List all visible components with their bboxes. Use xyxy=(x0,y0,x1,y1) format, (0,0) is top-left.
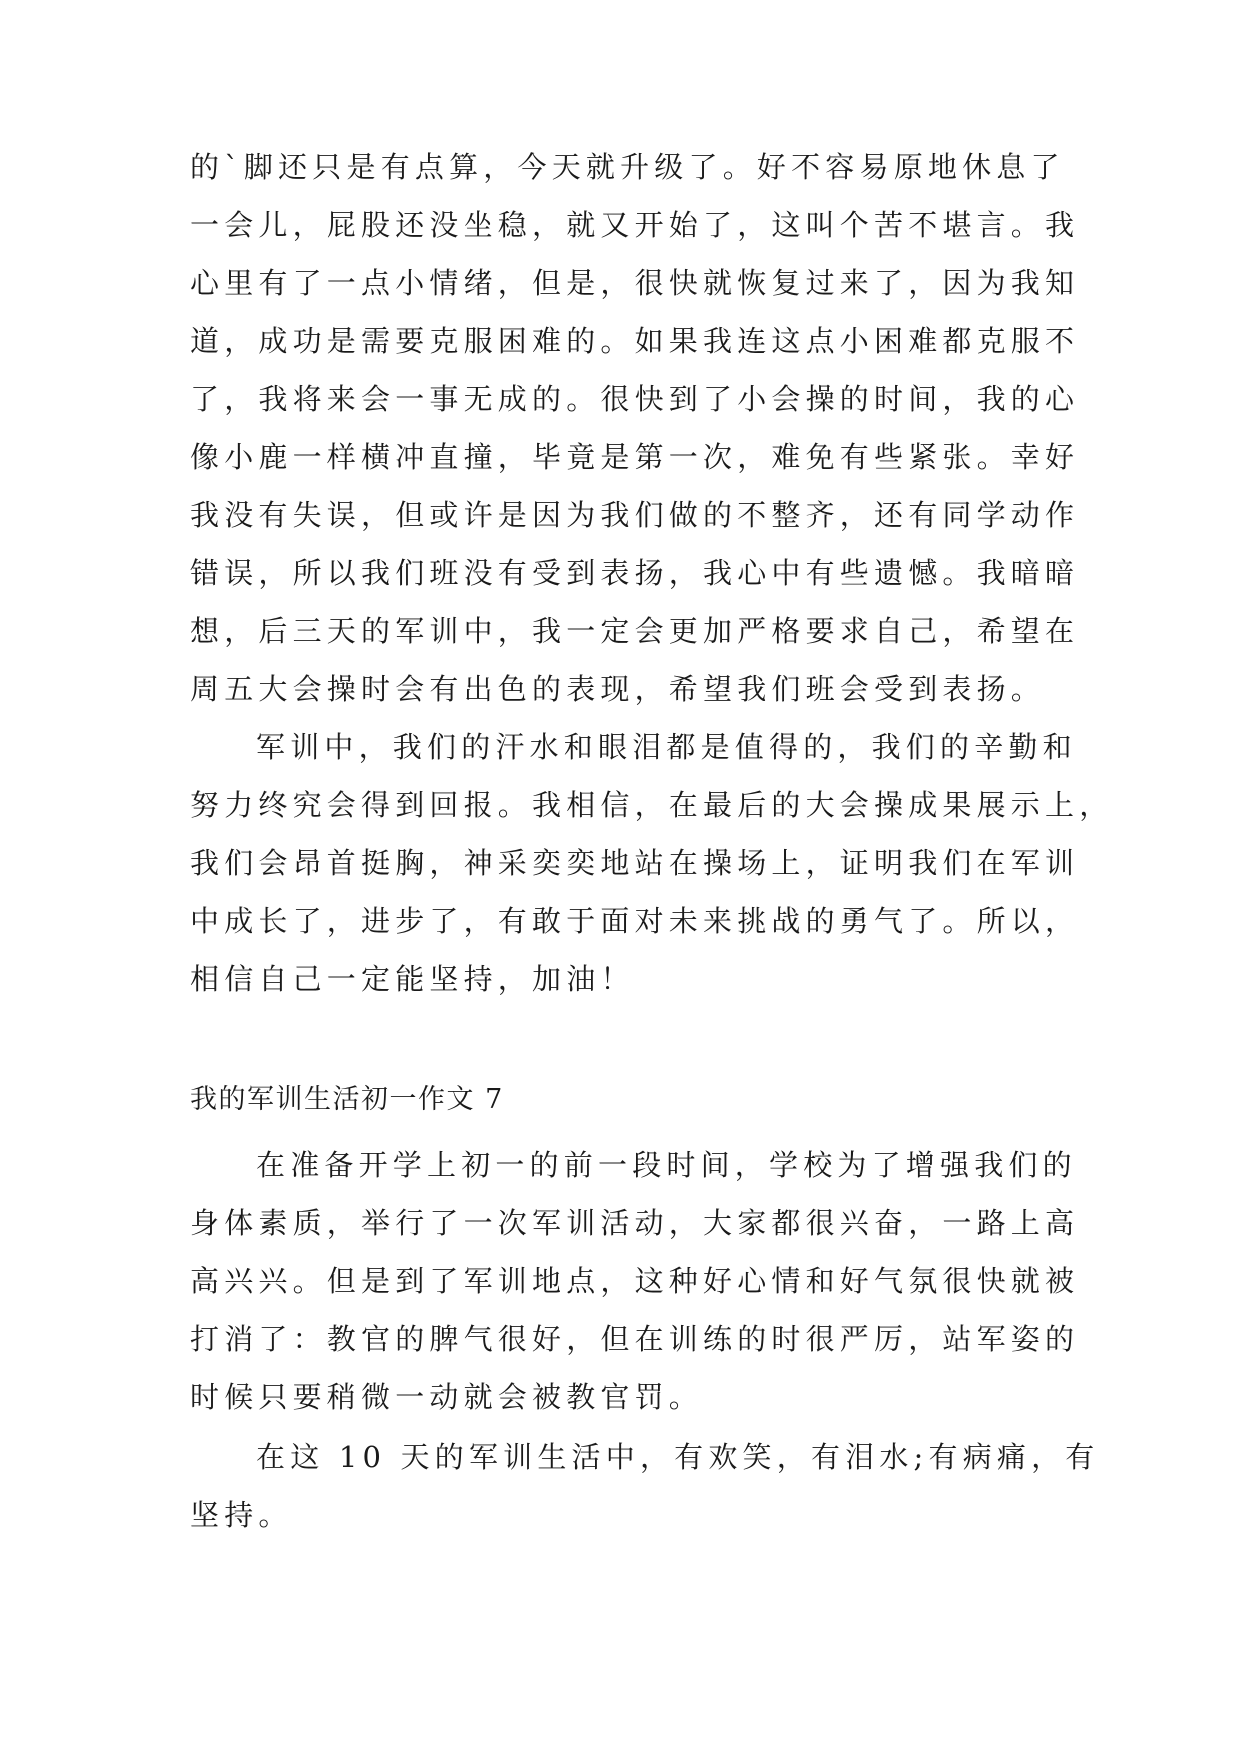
text-line: 错误，所以我们班没有受到表扬，我心中有些遗憾。我暗暗 xyxy=(190,556,1080,590)
text-line: 了，我将来会一事无成的。很快到了小会操的时间，我的心 xyxy=(190,382,1080,416)
text-line: 中成长了，进步了，有敢于面对未来挑战的勇气了。所以， xyxy=(190,904,1080,938)
text-line: 努力终究会得到回报。我相信，在最后的大会操成果展示上， xyxy=(190,788,1114,822)
text-line: 相信自己一定能坚持，加油！ xyxy=(190,962,635,996)
text-line: 坚持。 xyxy=(190,1498,293,1532)
text-line: 军训中，我们的汗水和眼泪都是值得的，我们的辛勤和 xyxy=(256,730,1077,764)
text-line: 时候只要稍微一动就会被教官罚。 xyxy=(190,1380,704,1414)
text-line: 高兴兴。但是到了军训地点，这种好心情和好气氛很快就被 xyxy=(190,1264,1080,1298)
text-line: 在准备开学上初一的前一段时间，学校为了增强我们的 xyxy=(256,1148,1077,1182)
text-line: 打消了：教官的脾气很好，但在训练的时很严厉，站军姿的 xyxy=(190,1322,1080,1356)
text-line: 心里有了一点小情绪，但是，很快就恢复过来了，因为我知 xyxy=(190,266,1080,300)
text-line: 在这 10 天的军训生活中，有欢笑，有泪水;有病痛，有 xyxy=(256,1440,1100,1474)
text-line: 的`脚还只是有点算，今天就升级了。好不容易原地休息了 xyxy=(190,150,1065,184)
text-line: 我没有失误，但或许是因为我们做的不整齐，还有同学动作 xyxy=(190,498,1080,532)
text-line: 想，后三天的军训中，我一定会更加严格要求自己，希望在 xyxy=(190,614,1080,648)
essay-title: 我的军训生活初一作文 7 xyxy=(190,1084,504,1115)
text-line: 身体素质，举行了一次军训活动，大家都很兴奋，一路上高 xyxy=(190,1206,1080,1240)
text-line: 一会儿，屁股还没坐稳，就又开始了，这叫个苦不堪言。我 xyxy=(190,208,1080,242)
text-line: 周五大会操时会有出色的表现，希望我们班会受到表扬。 xyxy=(190,672,1046,706)
text-line: 我们会昂首挺胸，神采奕奕地站在操场上，证明我们在军训 xyxy=(190,846,1080,880)
text-line: 像小鹿一样横冲直撞，毕竟是第一次，难免有些紧张。幸好 xyxy=(190,440,1080,474)
text-line: 道，成功是需要克服困难的。如果我连这点小困难都克服不 xyxy=(190,324,1080,358)
